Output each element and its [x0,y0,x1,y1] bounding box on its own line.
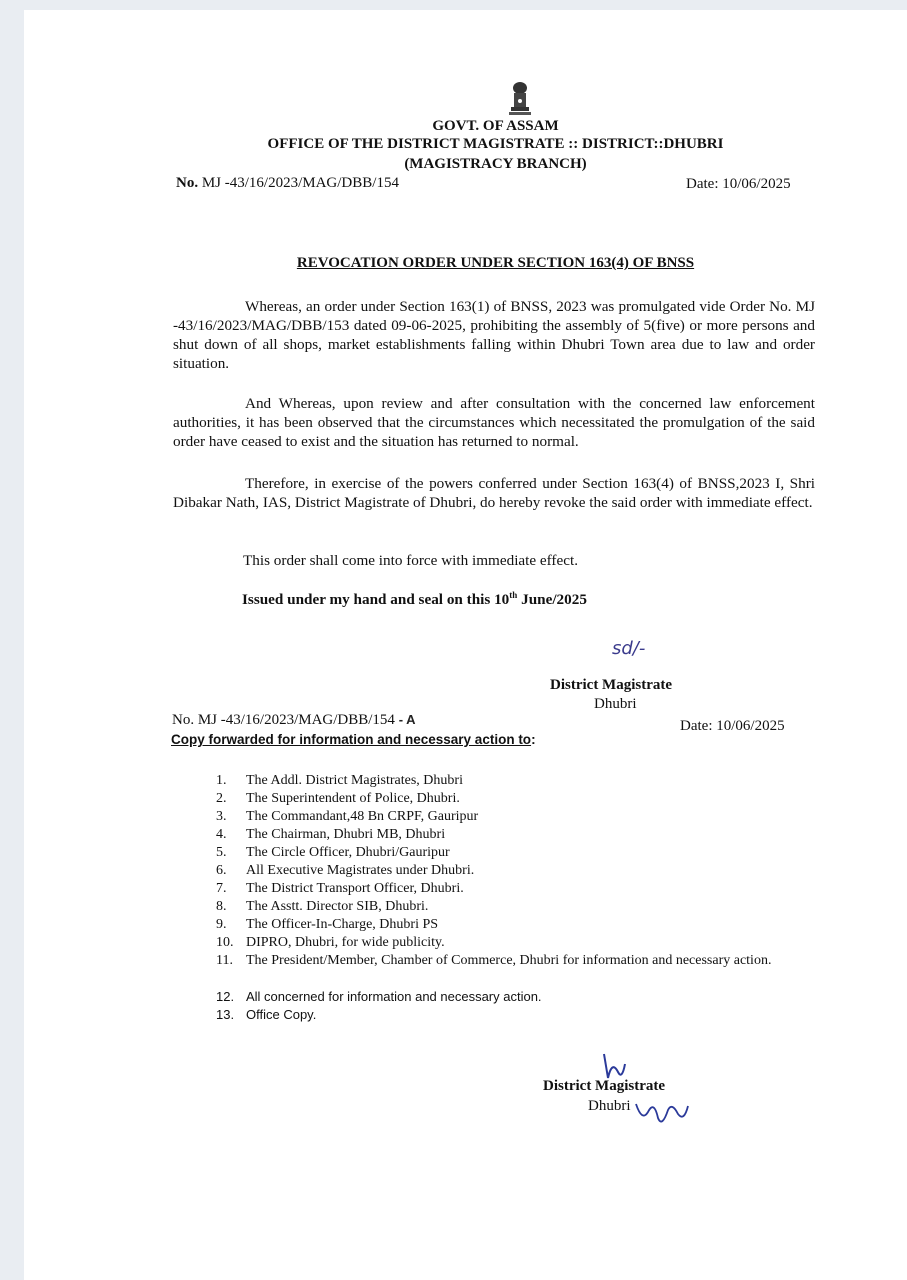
copy-ref-value: No. MJ -43/16/2023/MAG/DBB/154 [172,712,395,728]
list-item-text: The Officer-In-Charge, Dhubri PS [246,917,439,932]
paragraph-2-text: And Whereas, upon review and after consultation with the concerned law enforcement authorities, it has been observed that the circumstances which necessitated the promulgation of the said order have ceased to exist and the situation has returned to normal. [173,395,815,450]
issued-sup: th [509,590,518,600]
list-item-number: 6. [216,863,227,878]
signatory-place-1: Dhubri [594,696,637,712]
list-item-number: 12. [216,989,235,1004]
state-emblem-icon [505,80,535,120]
copy-date: Date: 10/06/2025 [680,718,785,734]
paragraph-1 [173,297,815,373]
paragraph-3-text: Therefore, in exercise of the powers conferred under Section 163(4) of BNSS,2023 I, Shri Dibakar Nath, IAS, District Magistrate of Dhubri, do hereby revoke the said order with immediate effect. [173,475,815,511]
copy-reference-number [172,712,416,729]
order-title: REVOCATION ORDER UNDER SECTION 163(4) OF BNSS [296,255,695,271]
list-item-number: 9. [216,917,227,932]
signature-mark-1: sd/- [612,638,646,659]
list-item-text: The Superintendent of Police, Dhubri. [246,791,460,806]
copy-recipient-list [216,772,816,1024]
list-item-text: The Circle Officer, Dhubri/Gauripur [246,845,450,860]
ref-number-value: MJ -43/16/2023/MAG/DBB/154 [201,175,399,191]
order-date: Date: 10/06/2025 [686,176,791,192]
ref-prefix: No. [176,175,199,191]
paragraph-4: This order shall come into force with immediate effect. [243,552,578,569]
list-item-number: 13. [216,1007,235,1022]
list-item [216,934,816,952]
list-item-text: The President/Member, Chamber of Commerce, Dhubri for information and necessary action. [246,953,772,968]
issued-line [242,590,587,609]
list-item [216,790,816,808]
issued-pre: Issued under my hand and seal on this 10 [242,591,510,609]
list-item-number: 4. [216,827,227,842]
list-item-number: 5. [216,845,227,860]
header-govt: GOVT. OF ASSAM [432,118,559,134]
list-item [216,952,816,988]
reference-number [176,175,399,192]
list-item-number: 10. [216,935,234,950]
signatory-designation-2: District Magistrate [543,1078,666,1094]
list-item [216,826,816,844]
list-item-text: DIPRO, Dhubri, for wide publicity. [246,935,445,950]
list-item-text: All Executive Magistrates under Dhubri. [246,863,475,878]
list-item-text: The Addl. District Magistrates, Dhubri [246,773,463,788]
list-item-number: 3. [216,809,227,824]
list-item-number: 11. [216,953,233,968]
list-item-number: 7. [216,881,227,896]
signatory-place-2: Dhubri [588,1098,631,1114]
paragraph-1-text: Whereas, an order under Section 163(1) of BNSS, 2023 was promulgated vide Order No. MJ -43/16/2023/MAG/DBB/153 dated 09-06-2025, prohibiting the assembly of 5(five) or more persons and shut down of all shops, market establishments falling within Dhubri Town area due to law and order situation. [173,298,815,372]
paragraph-2 [173,394,815,451]
copy-ref-suffix: - A [398,712,416,727]
copy-heading-text: Copy forwarded for information and necessary action to [171,732,532,747]
list-item [216,880,816,898]
copy-forwarded-heading [171,732,536,747]
list-item [216,916,816,934]
list-item-number: 2. [216,791,227,806]
header-office: OFFICE OF THE DISTRICT MAGISTRATE :: DISTRICT::DHUBRI [267,136,724,152]
issued-post: June/2025 [517,591,587,609]
list-item [216,862,816,880]
paragraph-3 [173,474,815,512]
list-item [216,808,816,826]
list-item [216,772,816,790]
list-item [216,1006,816,1024]
header-branch: (MAGISTRACY BRANCH) [404,156,587,172]
list-item [216,844,816,862]
list-item-text: The Asstt. Director SIB, Dhubri. [246,899,429,914]
list-item-number: 8. [216,899,227,914]
list-item-text: The District Transport Officer, Dhubri. [246,881,464,896]
list-item-text: Office Copy. [246,1007,317,1022]
list-item [216,898,816,916]
list-item-text: The Commandant,48 Bn CRPF, Gauripur [246,809,479,824]
initials-scribble-icon [632,1092,692,1132]
document-page [24,10,907,1280]
copy-heading-colon: : [531,732,536,747]
signatory-designation-1: District Magistrate [550,677,673,693]
list-item-text: The Chairman, Dhubri MB, Dhubri [246,827,446,842]
list-item-text: All concerned for information and necessary action. [246,989,542,1004]
list-item [216,988,816,1006]
list-item-number: 1. [216,773,227,788]
